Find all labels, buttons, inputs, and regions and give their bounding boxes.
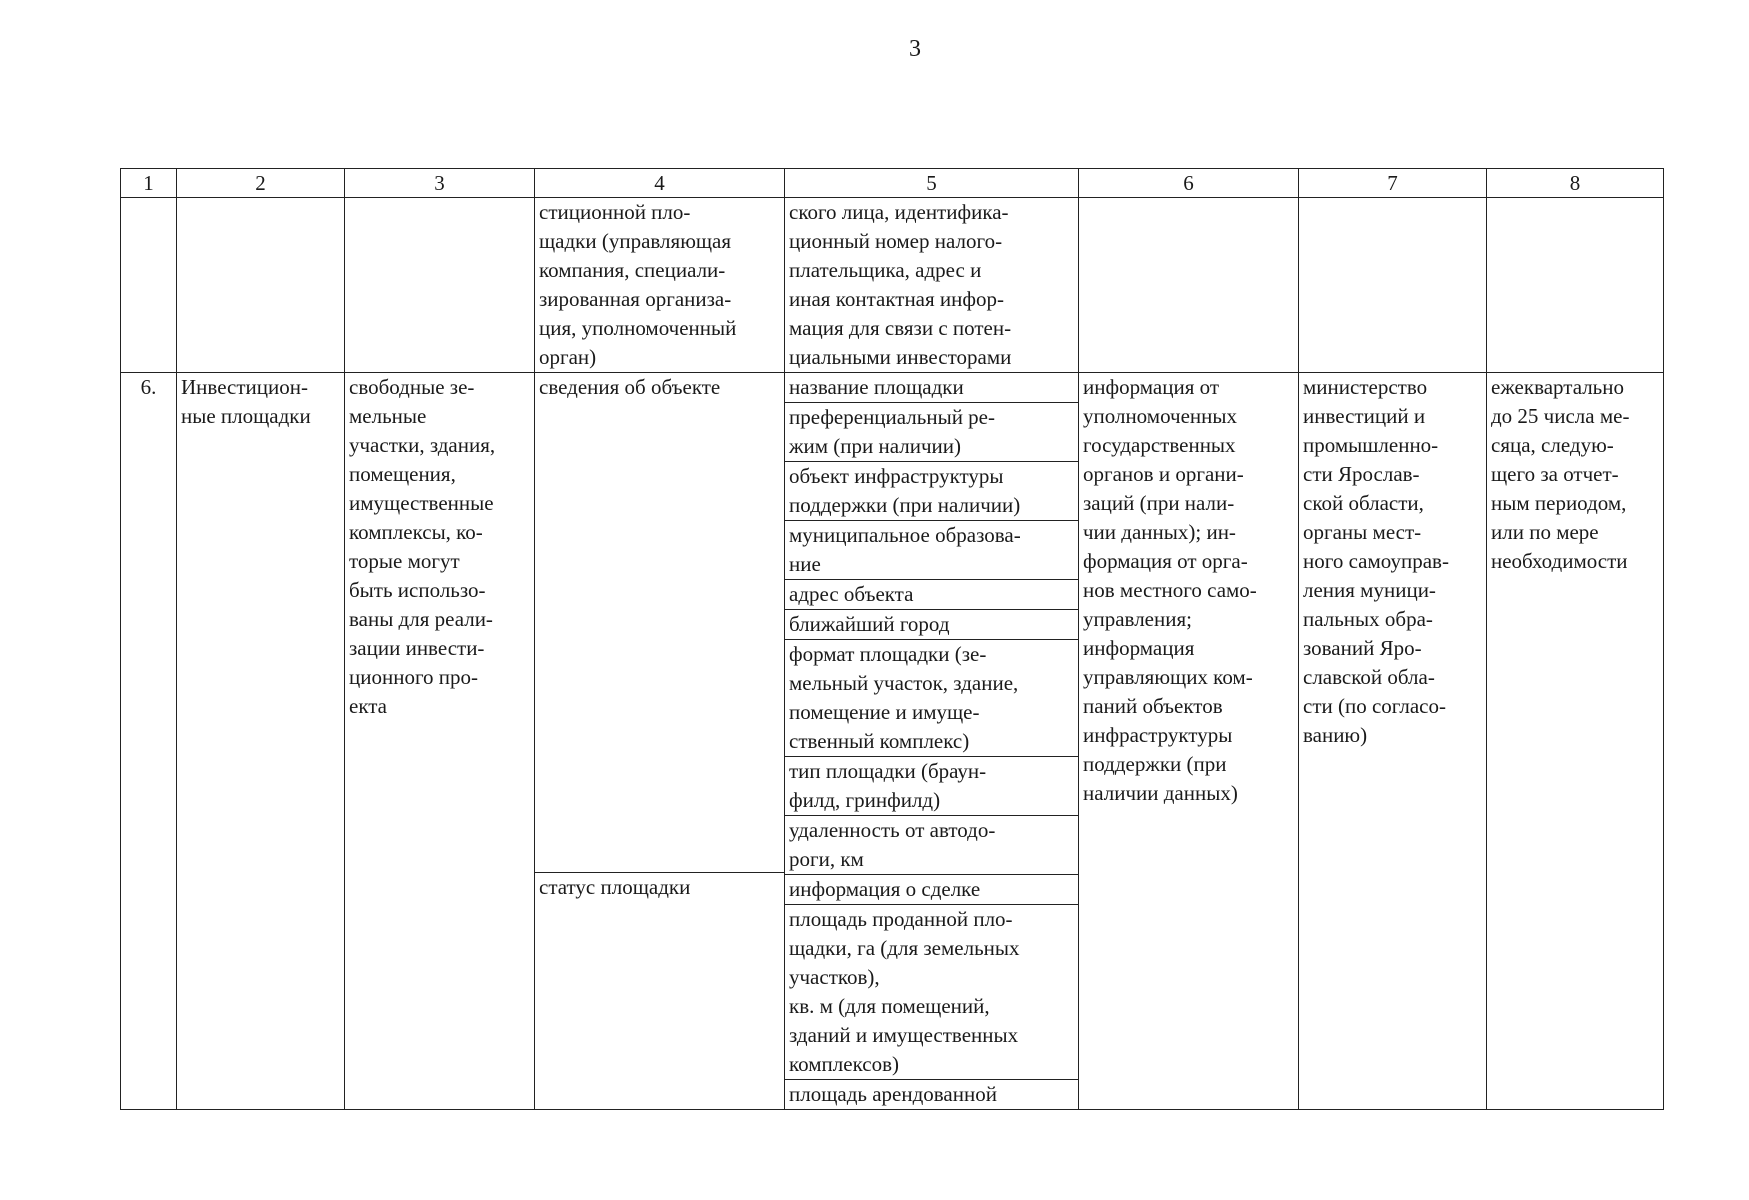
data-table [120,168,1664,1110]
header-cell: 2 [177,169,345,198]
indicator-item: площадь арендованной [789,1082,997,1106]
cell-source: информация от уполномоченных государственных органов и органи- заций (при нали- чии данных); ин- формация от орга- нов местного само- управления; информация управляющих ком- паний объектов инфраструктуры поддержки (при наличии данных) [1079,373,1299,1110]
indicator-item: формат площадки (зе- мельный участок, здание, помещение и имуще- ственный комплекс) [785,640,1078,757]
indicator-item: преференциальный ре- жим (при наличии) [785,403,1078,462]
indicator-item: тип площадки (браун- филд, гринфилд) [785,757,1078,816]
header-cell: 8 [1487,169,1664,198]
header-cell: 7 [1299,169,1487,198]
indicator-item: адрес объекта [785,580,1078,610]
continuation-row [121,198,1664,373]
cell-col4: стиционной пло- щадки (управляющая компания, специали- зированная организа- ция, уполномоченный орган) [535,198,785,373]
header-cell: 4 [535,169,785,198]
cell-frequency: ежеквартально до 25 числа ме- сяца, следую- щего за отчет- ным периодом, или по мере необходимости [1487,373,1664,1110]
table-row-6 [121,373,1664,1110]
object-info-label: сведения об объекте [535,373,784,873]
cell-object-description: свободные зе- мельные участки, здания, помещения, имущественные комплексы, ко- торые могут быть использо- ваны для реали- зации инвести- ционного про- екта [345,373,535,1110]
indicator-item: ближайший город [785,610,1078,640]
indicator-item: информация о сделке [785,875,1078,905]
header-cell: 1 [121,169,177,198]
header-cell: 6 [1079,169,1299,198]
indicator-list [785,373,1078,1109]
indicator-item: объект инфраструктуры поддержки (при наличии) [785,462,1078,521]
indicator-item: муниципальное образова- ние [785,521,1078,580]
indicator-item: площадь проданной пло- щадки, га (для земельных участков), кв. м (для помещений, зданий и имущественных комплексов) [785,905,1078,1080]
header-cell: 3 [345,169,535,198]
cell-responsible: министерство инвестиций и промышленно- сти Ярослав- ской области, органы мест- ного самоуправ- ления муници- пальных обра- зований Яро- славской обла- сти (по согласо- ванию) [1299,373,1487,1110]
site-status-label: статус площадки [539,875,691,899]
cell-col5: ского лица, идентифика- ционный номер налого- плательщика, адрес и иная контактная инфор- мация для связи с потен- циальными инвесторами [785,198,1079,373]
indicator-item: название площадки [785,373,1078,403]
cell-indicators [785,373,1079,1110]
cell-col4-group [535,373,785,1110]
header-cell: 5 [785,169,1079,198]
row-number: 6. [121,373,177,1110]
indicator-item: удаленность от автодо- роги, км [785,816,1078,875]
cell-object-name: Инвестицион- ные площадки [177,373,345,1110]
header-row [121,169,1664,198]
page-number: 3 [909,36,921,62]
